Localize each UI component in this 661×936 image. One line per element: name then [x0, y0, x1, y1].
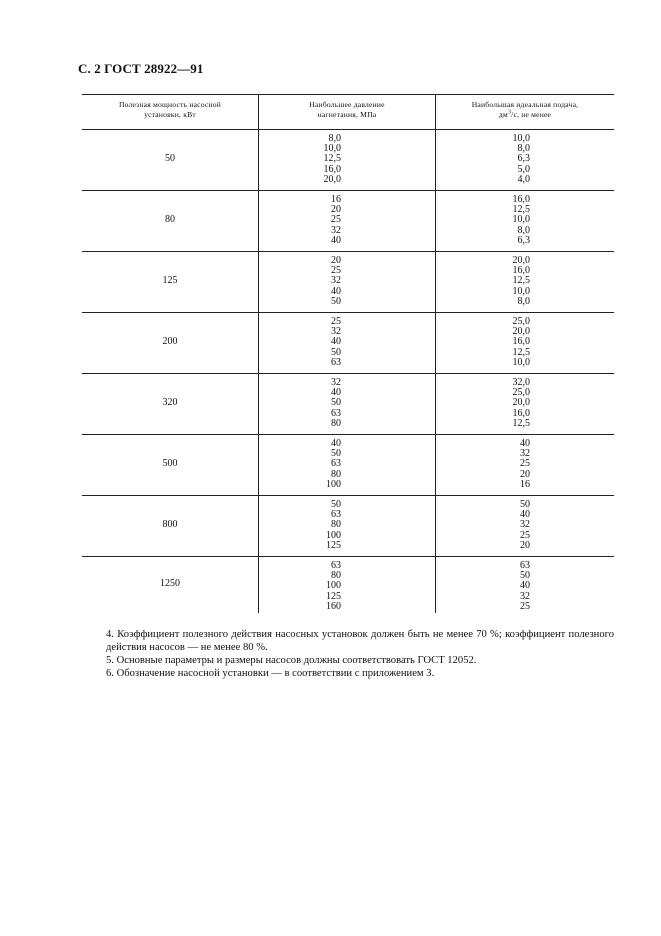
flow-value: 16,0 — [512, 407, 530, 419]
flow-value: 40 — [520, 438, 530, 449]
pressure-value: 40 — [331, 387, 341, 399]
pressure-value: 80 — [331, 570, 341, 582]
paragraph-pump-parameters: 5. Основные параметры и размеры насосов должны соответствовать ГОСТ 12052. — [106, 655, 477, 666]
pressure-value: 63 — [331, 356, 341, 368]
flow-value: 16,0 — [512, 336, 530, 348]
flow-value: 16,0 — [512, 265, 530, 277]
pressure-value: 160 — [326, 600, 341, 612]
pressure-value: 12,5 — [323, 153, 341, 165]
pressure-value: 25 — [331, 265, 341, 277]
flow-value: 20 — [520, 539, 530, 551]
table-row-group — [82, 435, 614, 496]
flow-value: 12,5 — [512, 204, 530, 216]
flow-value: 25,0 — [512, 316, 530, 327]
flow-value: 32 — [520, 519, 530, 531]
table-row-group — [82, 191, 614, 252]
pressure-value: 63 — [331, 458, 341, 470]
flow-value: 12,5 — [512, 275, 530, 287]
flow-value: 40 — [520, 509, 530, 521]
pressure-value: 25 — [331, 214, 341, 226]
flow-value: 5,0 — [517, 163, 530, 175]
flow-value: 6,3 — [517, 234, 530, 246]
flow-value: 20,0 — [512, 255, 530, 266]
pressure-value: 8,0 — [328, 133, 341, 144]
flow-cell — [435, 252, 614, 312]
header-power: Полезная мощность насосной установки, кВт — [118, 100, 222, 119]
pressure-value: 80 — [331, 417, 341, 429]
pressure-cell — [258, 130, 435, 190]
page-header: С. 2 ГОСТ 28922—91 — [78, 61, 204, 76]
flow-value: 8,0 — [517, 224, 530, 236]
flow-value: 63 — [520, 560, 530, 571]
table-row-group — [82, 130, 614, 191]
pressure-value: 40 — [331, 438, 341, 449]
pressure-value: 20,0 — [323, 173, 341, 185]
pressure-value: 100 — [326, 580, 341, 592]
flow-cell — [435, 191, 614, 251]
flow-value: 40 — [520, 580, 530, 592]
flow-value: 8,0 — [517, 143, 530, 155]
pressure-value: 50 — [331, 346, 341, 358]
paragraph-designation: 6. Обозначение насосной установки — в соответствии с приложением 3. — [106, 668, 435, 679]
pressure-value: 16 — [331, 194, 341, 205]
flow-cell — [435, 496, 614, 556]
pressure-cell — [258, 496, 435, 556]
pressure-value: 125 — [326, 539, 341, 551]
flow-cell — [435, 130, 614, 190]
pressure-value: 80 — [331, 519, 341, 531]
flow-value: 20 — [520, 468, 530, 480]
flow-value: 25 — [520, 458, 530, 470]
flow-value: 16 — [520, 478, 530, 490]
power-cell: 50 — [165, 152, 175, 164]
pressure-cell — [258, 313, 435, 373]
flow-value: 50 — [520, 499, 530, 510]
pressure-value: 100 — [326, 478, 341, 490]
pressure-value: 40 — [331, 336, 341, 348]
flow-value: 10,0 — [512, 214, 530, 226]
flow-value: 8,0 — [517, 295, 530, 307]
flow-value: 50 — [520, 570, 530, 582]
power-cell: 500 — [162, 457, 178, 469]
parameters-table — [82, 94, 614, 613]
flow-cell — [435, 313, 614, 373]
pressure-cell — [258, 374, 435, 434]
flow-value: 12,5 — [512, 346, 530, 358]
pressure-value: 32 — [331, 224, 341, 236]
pressure-value: 32 — [331, 377, 341, 388]
pressure-value: 20 — [331, 255, 341, 266]
flow-cell — [435, 435, 614, 495]
paragraph-efficiency: 4. Коэффициент полезного действия насосных установок должен быть не менее 70 %; коэффициент полезного действия насосов — не менее 80 %. — [106, 629, 614, 653]
flow-value: 10,0 — [512, 356, 530, 368]
pressure-cell — [258, 252, 435, 312]
flow-value: 12,5 — [512, 417, 530, 429]
pressure-value: 125 — [326, 590, 341, 602]
table-row-group — [82, 557, 614, 613]
power-cell: 125 — [162, 274, 178, 286]
pressure-value: 63 — [331, 560, 341, 571]
header-pressure: Наибольшее давление нагнетания, МПа — [258, 95, 435, 129]
pressure-cell — [258, 435, 435, 495]
table-row-group — [82, 252, 614, 313]
pressure-value: 80 — [331, 468, 341, 480]
table-header — [82, 94, 614, 130]
pressure-value: 10,0 — [323, 143, 341, 155]
power-cell: 80 — [165, 213, 175, 225]
pressure-value: 32 — [331, 275, 341, 287]
header-flow: Наибольшая идеальная подача, $дм^3/с$, не менее — [435, 95, 614, 129]
table-body — [82, 130, 614, 613]
flow-cell — [435, 557, 614, 613]
pressure-value: 50 — [331, 499, 341, 510]
flow-value: 16,0 — [512, 194, 530, 205]
flow-value: 20,0 — [512, 326, 530, 338]
table-row-group — [82, 313, 614, 374]
pressure-value: 63 — [331, 407, 341, 419]
flow-value: 20,0 — [512, 397, 530, 409]
pressure-value: 40 — [331, 285, 341, 297]
flow-value: 32,0 — [512, 377, 530, 388]
pressure-value: 50 — [331, 295, 341, 307]
power-cell: 200 — [162, 335, 178, 347]
table-row-group — [82, 496, 614, 557]
flow-value: 25 — [520, 529, 530, 541]
pressure-value: 16,0 — [323, 163, 341, 175]
pressure-value: 32 — [331, 326, 341, 338]
power-cell: 800 — [162, 518, 178, 530]
pressure-value: 50 — [331, 397, 341, 409]
flow-value: 6,3 — [517, 153, 530, 165]
pressure-value: 50 — [331, 448, 341, 460]
flow-value: 10,0 — [512, 133, 530, 144]
pressure-cell — [258, 191, 435, 251]
flow-value: 4,0 — [517, 173, 530, 185]
pressure-value: 20 — [331, 204, 341, 216]
power-cell: 1250 — [160, 577, 180, 589]
flow-value: 10,0 — [512, 285, 530, 297]
pressure-value: 25 — [331, 316, 341, 327]
power-cell: 320 — [162, 396, 178, 408]
pressure-value: 40 — [331, 234, 341, 246]
flow-value: 32 — [520, 448, 530, 460]
table-row-group — [82, 374, 614, 435]
flow-cell — [435, 374, 614, 434]
flow-value: 25 — [520, 600, 530, 612]
pressure-cell — [258, 557, 435, 613]
pressure-value: 63 — [331, 509, 341, 521]
flow-value: 25,0 — [512, 387, 530, 399]
flow-value: 32 — [520, 590, 530, 602]
pressure-value: 100 — [326, 529, 341, 541]
